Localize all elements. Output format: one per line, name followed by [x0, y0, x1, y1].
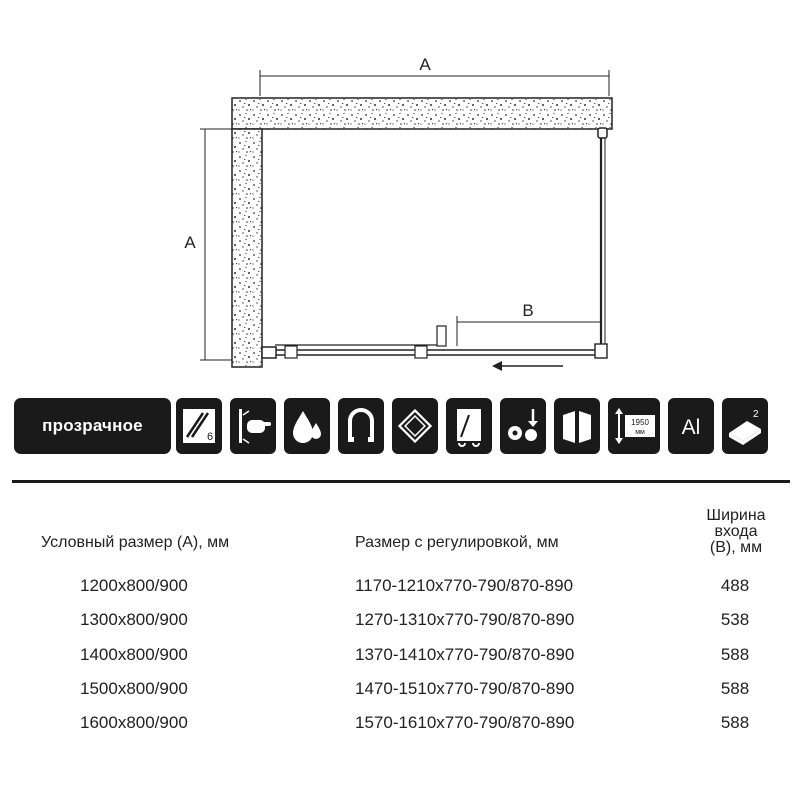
nominal-size-cell: 1200x800/900	[80, 576, 188, 595]
door-roller-icon	[446, 398, 492, 454]
adjustable-size-cell: 1270-1310x770-790/870-890	[355, 610, 575, 629]
rotate-square-icon	[392, 398, 438, 454]
entry-width-cell: 588	[720, 713, 750, 732]
entry-width-cell: 588	[720, 645, 750, 664]
column-header-adjustable-size: Размер с регулировкой, мм	[355, 534, 559, 551]
water-drop-icon	[284, 398, 330, 454]
entry-width-cell: 538	[720, 610, 750, 629]
nominal-size-cell: 1300x800/900	[80, 610, 188, 629]
table-row	[0, 645, 800, 675]
table-row	[0, 679, 800, 709]
adjustable-size-cell: 1370-1410x770-790/870-890	[355, 645, 575, 664]
glass-type-label: прозрачное	[42, 416, 143, 435]
dimension-a-top	[260, 55, 609, 96]
dimension-b	[457, 301, 601, 346]
entry-width-cell: 488	[720, 576, 750, 595]
height-icon	[608, 398, 660, 454]
glass-type-badge	[14, 398, 171, 454]
hand-protection-icon	[230, 398, 276, 454]
nominal-size-cell: 1500x800/900	[80, 679, 188, 698]
left-wall	[232, 129, 262, 367]
roller-adjust-icon	[500, 398, 546, 454]
glass-6mm-icon	[176, 398, 222, 454]
label-a-left: A	[184, 233, 196, 252]
adjustable-size-cell: 1470-1510x770-790/870-890	[355, 679, 575, 698]
svg-text:6: 6	[207, 431, 214, 443]
nominal-size-cell: 1600x800/900	[80, 713, 188, 732]
dimension-a-left	[184, 129, 232, 360]
tray-layers-icon	[722, 398, 768, 454]
label-a-top: A	[419, 55, 431, 74]
section-divider	[12, 480, 790, 483]
magnet-seal-icon	[338, 398, 384, 454]
column-header-entry-width-line1: Ширина	[706, 507, 766, 524]
adjustable-size-cell: 1570-1610x770-790/870-890	[355, 713, 575, 732]
reversible-panel-icon	[554, 398, 600, 454]
column-header-entry-width-line2: входа	[714, 523, 758, 540]
column-header-entry-width	[680, 508, 792, 556]
front-rails	[262, 326, 607, 358]
adjustable-size-cell: 1170-1210x770-790/870-890	[355, 576, 574, 595]
table-row	[0, 610, 800, 640]
column-header-entry-width-line3: (В), мм	[709, 539, 763, 556]
svg-text:1950: 1950	[631, 418, 649, 427]
table-row	[0, 713, 800, 743]
enclosure-diagram	[0, 0, 800, 380]
column-header-nominal-size: Условный размер (А), мм	[41, 534, 230, 551]
svg-text:мм: мм	[635, 429, 645, 436]
aluminium-icon	[668, 398, 714, 454]
top-wall	[232, 98, 612, 129]
svg-text:2: 2	[753, 409, 759, 420]
table-row	[0, 576, 800, 606]
label-b: B	[522, 301, 534, 320]
entry-width-cell: 588	[720, 679, 750, 698]
nominal-size-cell: 1400x800/900	[80, 645, 188, 664]
slide-direction-arrow	[492, 361, 563, 371]
right-panel	[598, 128, 607, 352]
svg-text:Al: Al	[681, 416, 701, 439]
